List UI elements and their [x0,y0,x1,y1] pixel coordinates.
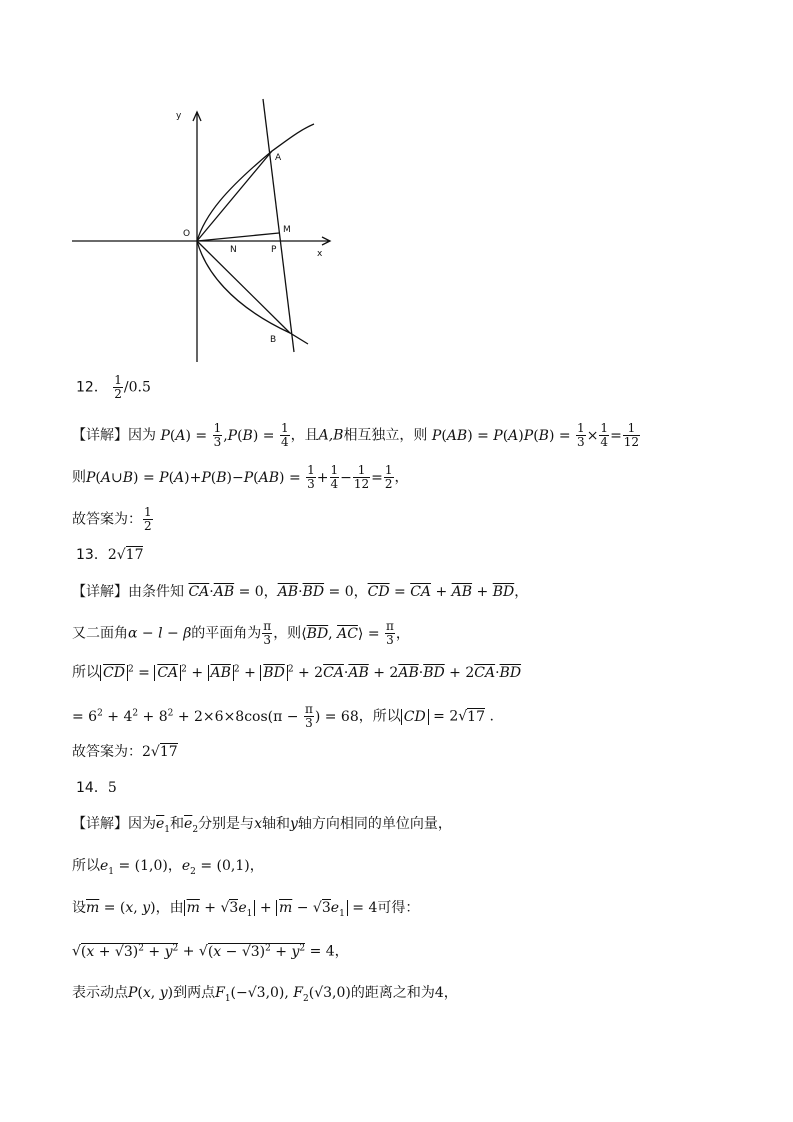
segment-om [197,233,279,241]
parabola-figure [0,0,793,370]
q13-detail-line2: 又二面角α − l − β的平面角为 $\frac{\pi}{3}$ ，则$⟨\overline{BD}$, $\overline{AC}⟩$ = $\frac{\pi}{3}$ ， [72,619,410,647]
q13-detail-line3: 所以 $\overline{CD}$ $^2 = \overline{CA}$ $^2 + \overline{AB}$ $^2 + \overline{BD}$ $^2 + 2\overline{CA}\cdot\overline{AB} + 2\overline{AB}\cdot\overline{BD} + 2\overline{CA}\cdot\overline{BD}$ [72,664,522,681]
parabola-upper [197,124,314,241]
q12-conclusion: 故答案为： $\frac{1}{2}$ [72,505,152,533]
q12-detail-line1: 【详解】因为 P(A) = $\frac{1}{3}$ ,P(B) = $\frac{1}{4}$ ，且A,B相互独立，则 P(AB) = P(A)P(B) = $\frac{1}{3}$ × $\frac{1}{4}$ = $\frac{1}{12}$ [72,421,640,449]
label-y: y [176,111,182,121]
q14-detail-line1: 【详解】因为$\overline{e}_1$和$\overline{e}_2$分别是与x轴和y轴方向相同的单位向量， [72,816,452,835]
label-o: O [183,229,191,239]
label-x: x [317,249,323,259]
q13-answer-line: 13．2√17 [76,547,144,563]
label-p: P [271,245,277,255]
q12-detail-line2: 则P(A∪B) = P(A)+P(B)−P(AB) = $\frac{1}{3}$ + $\frac{1}{4}$ − $\frac{1}{12}$ = $\frac{1}{2}$ ， [72,463,409,491]
label-m: M [283,225,291,235]
q12-answer-alt: /0.5 [123,379,151,396]
q13-number: 13． [76,547,108,563]
q14-detail-line2: 所以$e_1 = (1,0)$，$e_2 = (0,1)$， [72,858,264,877]
label-a: A [275,153,282,163]
label-b: B [270,335,277,345]
q13-conclusion: 故答案为：2√17 [72,744,178,760]
q14-number: 14． [76,780,108,796]
q13-detail-line4: = $6^2 + 4^2 + 8^2 + 2\times 6\times 8\cos(\pi$ − $\frac{\pi}{3}$ ) = 68，所以 CD = 2√17 . [72,702,494,731]
q12-number: 12． [76,379,108,396]
q14-answer: 5 [107,780,117,796]
q14-detail-line5: 表示动点P(x, y)到两点$F_1(-√3,0)$, $F_2(√3,0)$的距离之和为4， [72,985,458,1004]
q14-detail-line3: 设$\overline{m} = (x$, y)，由 $\overline{m} + √3e_1 + \overline{m} - √3e_1 = 4$可得： [72,900,420,919]
q14-detail-line4: $√(x + √3)^2 + y^2 + √(x - √3)^2 + y^2 = 4$， [72,943,349,960]
q13-detail-line1: 【详解】由条件知 $\overline{CA}\cdot\overline{AB} = 0$，$\overline{AB}\cdot\overline{BD} = 0$，$\overline{CD} = \overline{CA} + \overline{AB} + \overline{BD}$， [72,584,529,600]
q12-answer-line [76,374,151,401]
segment-oa [197,151,272,241]
q14-answer-line [76,778,117,798]
label-n: N [230,245,237,255]
q12-answer-fraction: $\frac{1}{2}$ [114,373,122,401]
